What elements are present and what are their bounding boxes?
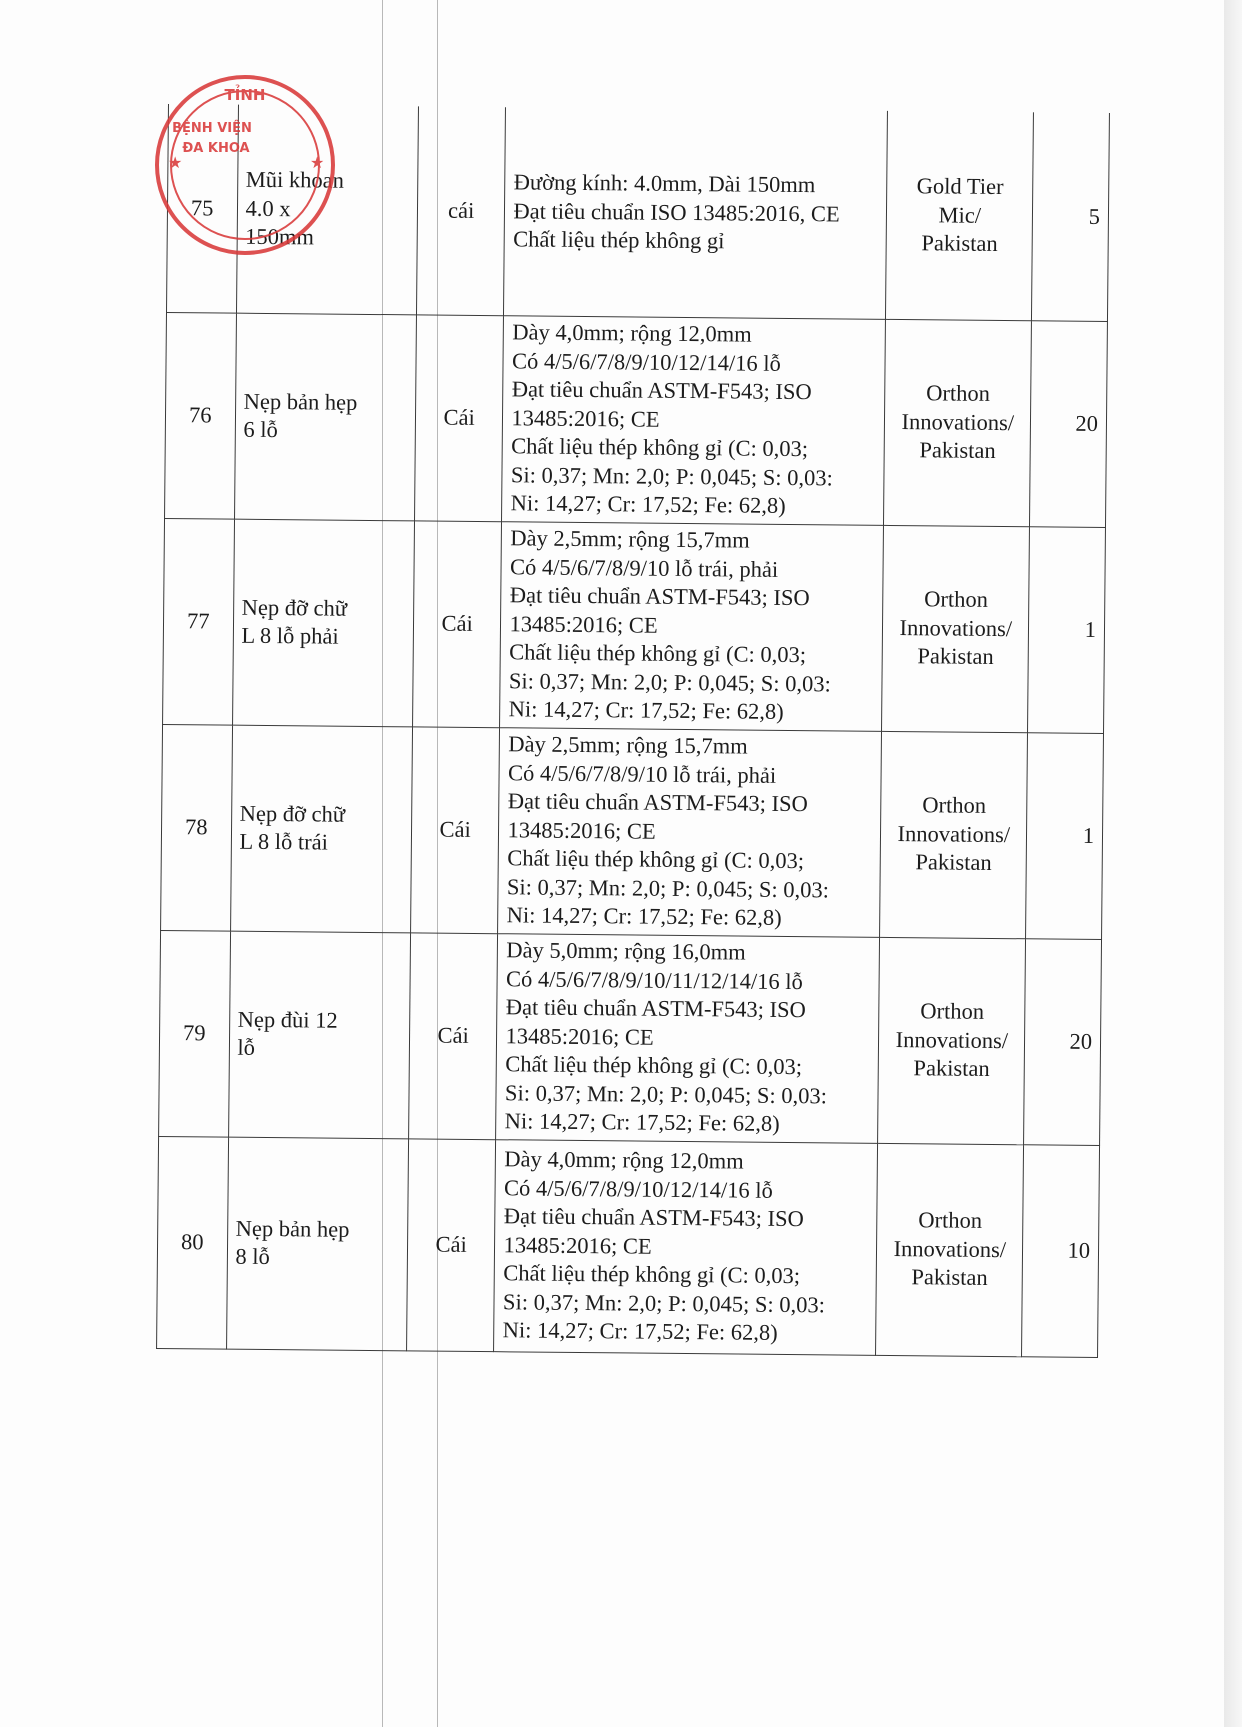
item-name-line: 8 lỗ [235, 1243, 270, 1270]
item-spec-line: Si: 0,37; Mn: 2,0; P: 0,045; S: 0,03: [504, 1080, 828, 1109]
item-origin-cell [886, 111, 1034, 320]
item-spec-line: Có 4/5/6/7/8/9/10 lỗ trái, phải [509, 554, 779, 582]
page-edge-shadow [1224, 0, 1242, 1727]
item-quantity-cell: 20 [1024, 938, 1102, 1145]
item-origin-cell [876, 1143, 1024, 1356]
item-spec-line: Ni: 14,27; Cr: 17,52; Fe: 62,8) [504, 1108, 780, 1137]
item-origin-line: Orthon [918, 1207, 983, 1234]
item-spec-line: Chất liệu thép không gỉ (C: 0,03; [505, 1051, 803, 1080]
item-unit-cell: cái [416, 106, 506, 315]
item-name-cell [226, 1137, 408, 1351]
item-spec-cell [500, 521, 884, 731]
item-name-cell [230, 725, 412, 933]
item-name-cell [232, 519, 414, 727]
item-spec-line: Đạt tiêu chuẩn ASTM-F543; ISO [507, 788, 808, 817]
item-spec-line: Ni: 14,27; Cr: 17,52; Fe: 62,8) [508, 696, 784, 725]
item-name-cell [234, 313, 416, 521]
item-spec-cell [504, 107, 888, 319]
item-origin-line: Pakistan [913, 1055, 990, 1082]
item-origin-cell [884, 319, 1032, 526]
item-number-cell: 77 [163, 518, 234, 725]
item-name-line: L 8 lỗ trái [239, 828, 329, 855]
table-row [157, 1136, 1100, 1357]
item-origin-line: Mic/ [938, 201, 982, 228]
item-name-line: Nẹp đỡ chữ [241, 594, 348, 621]
item-spec-cell [502, 315, 886, 525]
stamp-top-text: TỈNH [224, 86, 266, 104]
item-quantity-cell: 10 [1022, 1144, 1100, 1357]
stamp-line1-text: BỆNH VIỆN [172, 121, 252, 136]
item-origin-line: Pakistan [915, 849, 992, 876]
item-origin-line: Innovations/ [893, 1235, 1007, 1262]
item-name-cell [236, 105, 418, 315]
item-name-line: 6 lỗ [243, 416, 278, 443]
item-spec-line: Đạt tiêu chuẩn ISO 13485:2016, CE [513, 197, 840, 226]
item-name-line: Nẹp bản hẹp [235, 1215, 350, 1242]
item-spec-line: Dày 5,0mm; rộng 16,0mm [506, 937, 746, 965]
item-spec-line: Chất liệu thép không gỉ (C: 0,03; [507, 845, 805, 874]
item-number-cell: 76 [165, 312, 236, 519]
item-spec-line: Chất liệu thép không gỉ (C: 0,03; [511, 433, 809, 462]
item-name-line: 4.0 x [245, 195, 291, 221]
item-quantity-cell: 1 [1026, 732, 1104, 939]
item-spec-line: Chất liệu thép không gỉ [513, 226, 725, 254]
item-origin-cell [878, 937, 1026, 1144]
item-origin-line: Innovations/ [897, 820, 1011, 847]
item-spec-cell [498, 727, 882, 937]
item-quantity-cell: 1 [1028, 526, 1106, 733]
item-name-line: lỗ [237, 1034, 256, 1060]
table-row [165, 312, 1108, 527]
item-quantity-cell: 20 [1030, 320, 1108, 527]
item-origin-line: Orthon [926, 380, 991, 407]
item-spec-line: Si: 0,37; Mn: 2,0; P: 0,045; S: 0,03: [502, 1289, 826, 1318]
item-origin-line: Orthon [924, 586, 989, 613]
item-origin-line: Orthon [920, 998, 985, 1025]
item-spec-line: Ni: 14,27; Cr: 17,52; Fe: 62,8) [506, 902, 782, 931]
item-spec-cell [494, 1139, 878, 1355]
item-origin-line: Pakistan [919, 437, 996, 464]
item-spec-line: Có 4/5/6/7/8/9/10/11/12/14/16 lỗ [505, 966, 803, 994]
item-spec-line: Chất liệu thép không gỉ (C: 0,03; [503, 1260, 801, 1289]
item-spec-line: Ni: 14,27; Cr: 17,52; Fe: 62,8) [510, 490, 786, 519]
table-row [161, 724, 1104, 939]
item-number-cell: 80 [157, 1136, 229, 1349]
item-spec-line: Đạt tiêu chuẩn ASTM-F543; ISO [509, 582, 810, 611]
item-spec-line: 13485:2016; CE [507, 817, 656, 844]
item-spec-line: 13485:2016; CE [505, 1023, 654, 1050]
item-spec-cell [496, 933, 880, 1143]
item-unit-cell: Cái [406, 1138, 496, 1351]
item-name-line: Mũi khoan [245, 166, 345, 193]
item-spec-line: Chất liệu thép không gỉ (C: 0,03; [509, 639, 807, 668]
item-spec-line: Có 4/5/6/7/8/9/10 lỗ trái, phải [507, 760, 777, 788]
item-origin-line: Pakistan [921, 230, 998, 256]
item-name-line: 150mm [245, 223, 315, 250]
item-spec-line: 13485:2016; CE [509, 611, 658, 638]
item-origin-cell [880, 731, 1028, 938]
item-name-line: Nẹp bản hẹp [243, 388, 358, 415]
item-origin-line: Innovations/ [899, 614, 1013, 641]
stamp-star-icon: ★ [168, 153, 183, 172]
item-quantity-cell: 5 [1032, 112, 1110, 321]
item-origin-line: Innovations/ [895, 1026, 1009, 1053]
item-unit-cell: Cái [408, 932, 498, 1139]
item-unit-cell: Cái [410, 726, 500, 933]
item-name-line: Nẹp đỡ chữ [239, 800, 346, 827]
item-spec-line: Dày 2,5mm; rộng 15,7mm [508, 731, 748, 759]
item-spec-line: Có 4/5/6/7/8/9/10/12/14/16 lỗ [511, 348, 781, 376]
equipment-items-table [156, 104, 1110, 1357]
item-origin-line: Orthon [922, 792, 987, 819]
item-spec-line: Dày 2,5mm; rộng 15,7mm [510, 525, 750, 553]
item-spec-line: Si: 0,37; Mn: 2,0; P: 0,045; S: 0,03: [508, 668, 832, 697]
item-name-cell [228, 931, 410, 1139]
item-origin-line: Innovations/ [901, 408, 1015, 435]
table-row [163, 518, 1106, 733]
item-unit-cell: Cái [412, 520, 502, 727]
item-spec-line: 13485:2016; CE [511, 405, 660, 432]
item-number-cell: 78 [161, 724, 232, 931]
item-spec-line: Đạt tiêu chuẩn ASTM-F543; ISO [503, 1203, 804, 1232]
item-spec-line: Đạt tiêu chuẩn ASTM-F543; ISO [505, 994, 806, 1023]
item-spec-line: Si: 0,37; Mn: 2,0; P: 0,045; S: 0,03: [506, 874, 830, 903]
stamp-line2-text: ĐA KHOA [182, 141, 250, 156]
item-name-line: L 8 lỗ phải [241, 622, 339, 649]
item-spec-line: 13485:2016; CE [503, 1232, 652, 1259]
item-spec-line: Dày 4,0mm; rộng 12,0mm [512, 319, 752, 347]
item-spec-line: Dày 4,0mm; rộng 12,0mm [504, 1146, 744, 1174]
item-number-cell: 75 [167, 104, 239, 313]
item-spec-line: Đường kính: 4.0mm, Dài 150mm [513, 169, 816, 198]
table-row [159, 930, 1102, 1145]
item-name-line: Nẹp đùi 12 [237, 1006, 338, 1033]
item-spec-line: Ni: 14,27; Cr: 17,52; Fe: 62,8) [502, 1317, 778, 1346]
item-unit-cell: Cái [414, 314, 504, 521]
item-origin-line: Gold Tier [916, 173, 1004, 200]
item-origin-line: Pakistan [911, 1264, 988, 1291]
item-origin-line: Pakistan [917, 643, 994, 670]
stamp-star-icon: ★ [310, 153, 325, 172]
table-row [167, 104, 1110, 321]
item-origin-cell [882, 525, 1030, 732]
item-spec-line: Si: 0,37; Mn: 2,0; P: 0,045; S: 0,03: [510, 462, 833, 491]
item-spec-line: Đạt tiêu chuẩn ASTM-F543; ISO [511, 376, 812, 405]
item-spec-line: Có 4/5/6/7/8/9/10/12/14/16 lỗ [503, 1175, 773, 1203]
item-number-cell: 79 [159, 930, 230, 1137]
